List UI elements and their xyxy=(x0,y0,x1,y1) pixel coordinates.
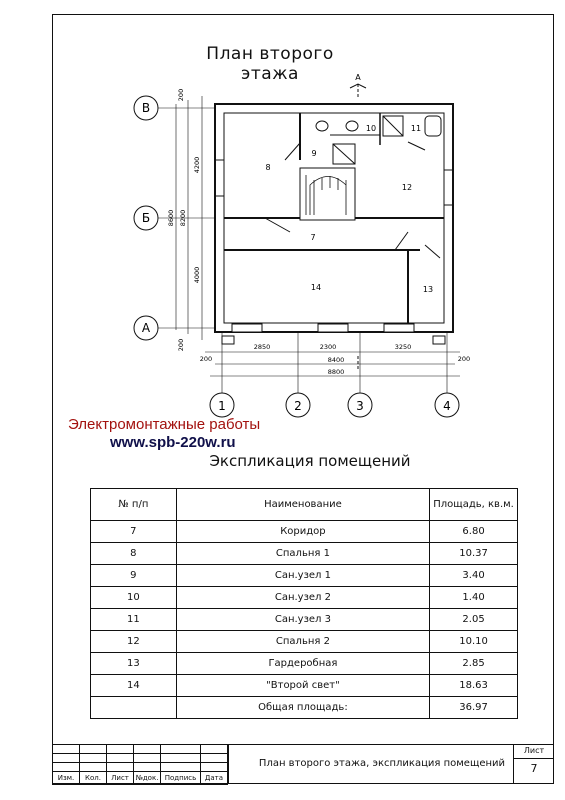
dim-text: 2850 xyxy=(253,343,271,351)
column xyxy=(433,336,445,344)
promo-line-2: www.spb-220w.ru xyxy=(110,434,236,451)
table-row xyxy=(91,631,518,653)
stair-well xyxy=(300,168,355,220)
table-header: Наименование xyxy=(176,489,429,521)
room-number: 8 xyxy=(265,163,271,172)
room-number: 7 xyxy=(310,233,316,242)
axis-label: А xyxy=(141,321,151,335)
room-number: 11 xyxy=(410,124,422,133)
stamp-cell xyxy=(201,745,228,754)
dim-text: 8200 xyxy=(179,209,187,227)
dim-text: 8800 xyxy=(327,368,345,376)
axis-label: 2 xyxy=(294,399,302,413)
door-swing xyxy=(395,232,408,250)
stamp-cell xyxy=(161,763,201,772)
title-block xyxy=(52,744,554,784)
stamp-cell xyxy=(107,763,134,772)
sheet-label: Лист xyxy=(514,744,554,759)
door-swing xyxy=(285,143,300,160)
table-cell: 10.10 xyxy=(430,631,518,653)
table-cell: 14 xyxy=(91,675,177,697)
dim-text: 3250 xyxy=(394,343,412,351)
room-number: 12 xyxy=(401,183,413,192)
table-cell: "Второй свет" xyxy=(176,675,429,697)
table-cell: Спальня 1 xyxy=(176,543,429,565)
stamp-cell xyxy=(53,745,80,754)
table-cell: 13 xyxy=(91,653,177,675)
table-header-row xyxy=(91,489,518,521)
dim-text: 4200 xyxy=(193,156,201,174)
table-cell: 12 xyxy=(91,631,177,653)
axis-label: 4 xyxy=(443,399,451,413)
table-cell: 10.37 xyxy=(430,543,518,565)
table-cell: Гардеробная xyxy=(176,653,429,675)
table-row xyxy=(91,587,518,609)
room-number: 10 xyxy=(365,124,377,133)
stamp-divider xyxy=(228,744,229,784)
dim-text: 8600 xyxy=(167,209,175,227)
stamp-cell xyxy=(107,754,134,763)
dim-text: 4000 xyxy=(193,266,201,284)
stamp-cell xyxy=(53,763,80,772)
sink-fixture xyxy=(316,121,328,131)
table-cell: 3.40 xyxy=(430,565,518,587)
stamp-cell xyxy=(134,745,161,754)
table-row xyxy=(91,543,518,565)
total-value: 36.97 xyxy=(430,697,518,719)
table-cell: 2.85 xyxy=(430,653,518,675)
stamp-cell xyxy=(107,745,134,754)
dim-text: 2300 xyxy=(319,343,337,351)
room-number: 14 xyxy=(310,283,322,292)
stamp-cell xyxy=(201,763,228,772)
door-swing xyxy=(265,218,290,232)
plan-title: План второго этажа xyxy=(206,44,334,84)
dim-text: 200 xyxy=(199,355,213,363)
table-cell: Спальня 2 xyxy=(176,631,429,653)
room-number: 13 xyxy=(422,285,434,294)
table-row xyxy=(91,653,518,675)
explication-table xyxy=(90,488,518,719)
table-cell: 11 xyxy=(91,609,177,631)
table-header: Площадь, кв.м. xyxy=(430,489,518,521)
sheet-title: План второго этажа, экспликация помещений xyxy=(258,758,506,769)
stamp-column-label: Подпись xyxy=(161,772,201,785)
total-label: Общая площадь: xyxy=(176,697,429,719)
section-label: А xyxy=(355,73,361,82)
axis-label: В xyxy=(141,101,151,115)
sink-fixture xyxy=(346,121,358,131)
stamp-cell xyxy=(161,754,201,763)
stamp-column-label: Кол. xyxy=(80,772,107,785)
window xyxy=(232,324,262,332)
table-cell: Сан.узел 2 xyxy=(176,587,429,609)
table-row xyxy=(91,609,518,631)
door-swing xyxy=(408,142,425,150)
table-cell: 8 xyxy=(91,543,177,565)
stair-steps xyxy=(306,175,346,215)
stair-arrow xyxy=(310,177,346,216)
table-row xyxy=(91,675,518,697)
stamp-cell xyxy=(80,754,107,763)
table-cell: 9 xyxy=(91,565,177,587)
stamp-divider xyxy=(52,744,554,745)
axis-label: 3 xyxy=(356,399,364,413)
table-cell: 6.80 xyxy=(430,521,518,543)
shower-fixture xyxy=(383,116,403,136)
stamp-cell xyxy=(80,763,107,772)
table-cell: Коридор xyxy=(176,521,429,543)
stamp-cell xyxy=(80,745,107,754)
explication-title: Экспликация помещений xyxy=(209,452,411,470)
stamp-cell xyxy=(53,754,80,763)
room-number: 9 xyxy=(311,149,317,158)
stamp-column-label: Дата xyxy=(201,772,228,785)
table-cell: 1.40 xyxy=(430,587,518,609)
table-header: № п/п xyxy=(91,489,177,521)
window xyxy=(318,324,348,332)
sheet-box xyxy=(513,744,554,784)
window xyxy=(384,324,414,332)
stamp-cell xyxy=(134,763,161,772)
table-cell: 18.63 xyxy=(430,675,518,697)
dim-text: 200 xyxy=(457,355,471,363)
door-swing xyxy=(425,245,440,258)
toilet-fixture xyxy=(425,116,441,136)
dim-text: 200 xyxy=(177,338,185,352)
table-cell: 7 xyxy=(91,521,177,543)
table-row xyxy=(91,565,518,587)
stamp-cell xyxy=(201,754,228,763)
table-row xyxy=(91,521,518,543)
stamp-cell xyxy=(134,754,161,763)
stamp-column-label: Изм. xyxy=(53,772,80,785)
dim-text: 200 xyxy=(177,88,185,102)
dim-text: 8400 xyxy=(327,356,345,364)
axis-label: 1 xyxy=(218,399,226,413)
table-cell: Сан.узел 1 xyxy=(176,565,429,587)
promo-line-1: Электромонтажные работы xyxy=(68,416,261,433)
title-block-grid xyxy=(52,744,228,785)
stamp-column-label: Лист xyxy=(107,772,134,785)
table-cell: Сан.узел 3 xyxy=(176,609,429,631)
table-cell: 2.05 xyxy=(430,609,518,631)
column xyxy=(222,336,234,344)
stamp-column-label: №док. xyxy=(134,772,161,785)
table-cell xyxy=(91,697,177,719)
table-cell: 10 xyxy=(91,587,177,609)
sheet-number: 7 xyxy=(530,762,538,775)
shower-fixture xyxy=(333,144,355,164)
axis-label: Б xyxy=(141,211,151,225)
stamp-cell xyxy=(161,745,201,754)
table-total-row xyxy=(91,697,518,719)
